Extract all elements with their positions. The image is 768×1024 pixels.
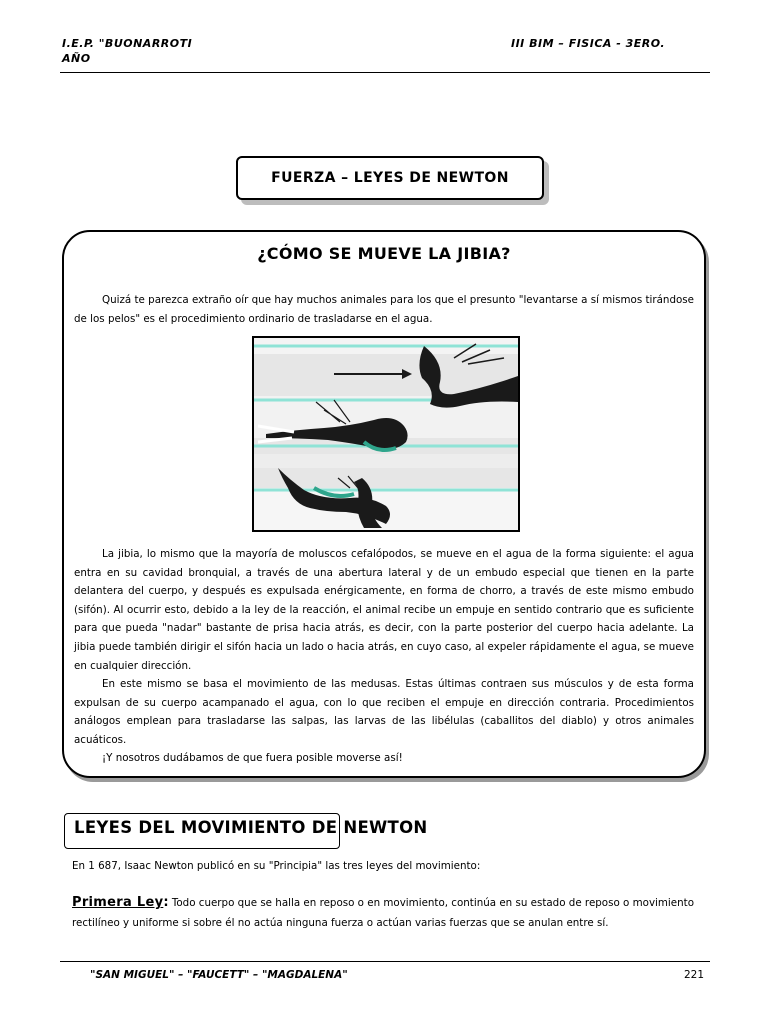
footer-locations: "SAN MIGUEL" – "FAUCETT" – "MAGDALENA" <box>90 969 348 981</box>
reading-paragraph-3-text: ¡Y nosotros dudábamos de que fuera posible moverse así! <box>102 752 403 764</box>
squid-illustration <box>252 336 520 532</box>
school-name-line2: AÑO <box>62 52 91 65</box>
school-name <box>62 37 192 65</box>
squid-drawing <box>254 338 518 530</box>
reading-intro-text: Quizá te parezca extraño oír que hay muchos animales para los que el presunto "levantarse a sí mismos tirándose de los pelos" es el procedimiento ordinario de trasladarse en el agua. <box>74 294 694 325</box>
section-title: LEYES DEL MOVIMIENTO DE NEWTON <box>74 818 428 837</box>
reading-frame <box>62 230 706 778</box>
reading-paragraph-2 <box>74 675 694 749</box>
first-law-text: Todo cuerpo que se halla en reposo o en movimiento, continúa en su estado de reposo o movimiento rectilíneo y uniforme si sobre él no actúa ninguna fuerza o actúan varias fuerzas que se anulan entre sí. <box>72 897 694 929</box>
footer-rule <box>60 961 710 962</box>
reading-paragraph-1 <box>74 545 694 675</box>
section-intro: En 1 687, Isaac Newton publicó en su "Principia" las tres leyes del movimiento: <box>72 860 481 872</box>
school-name-line1: I.E.P. "BUONARROTI <box>62 37 193 50</box>
reading-intro <box>74 291 694 328</box>
first-law <box>72 893 694 933</box>
page-title: FUERZA – LEYES DE NEWTON <box>236 156 544 200</box>
reading-paragraph-2-text: En este mismo se basa el movimiento de las medusas. Estas últimas contraen sus músculos y de esta forma expulsan de su cuerpo acampanado el agua, con lo que reciben el empuje en dirección contraria. Procedimientos análogos emplean para trasladarse las salpas, las larvas de las libélulas (caballitos del diablo) y otros animales acuáticos. <box>74 678 694 746</box>
reading-paragraph-1-text: La jibia, lo mismo que la mayoría de moluscos cefalópodos, se mueve en el agua de la forma siguiente: el agua entra en su cavidad bronquial, a través de una abertura lateral y de un embudo especial que tienen en la parte delantera del cuerpo, y después es expulsada enérgicamente, en forma de chorro, a través de este mismo embudo (sifón). Al ocurrir esto, debido a la ley de la reacción, el animal recibe un empuje en sentido contrario que es suficiente para que pueda "nadar" bastante de prisa hacia atrás, es decir, con la parte posterior del cuerpo hacia adelante. La jibia puede también dirigir el sifón hacia un lado o hacia atrás, en cuyo caso, al expeler rápidamente el agua, se mueve en cualquier dirección. <box>74 548 694 672</box>
page-number: 221 <box>684 969 705 981</box>
reading-title: ¿CÓMO SE MUEVE LA JIBIA? <box>257 244 511 263</box>
course-label: III BIM – FISICA - 3ERO. <box>511 37 666 50</box>
header-rule <box>60 72 710 73</box>
reading-paragraph-3 <box>74 749 694 768</box>
first-law-label: Primera Ley <box>72 895 164 910</box>
first-law-colon: : <box>163 895 169 910</box>
